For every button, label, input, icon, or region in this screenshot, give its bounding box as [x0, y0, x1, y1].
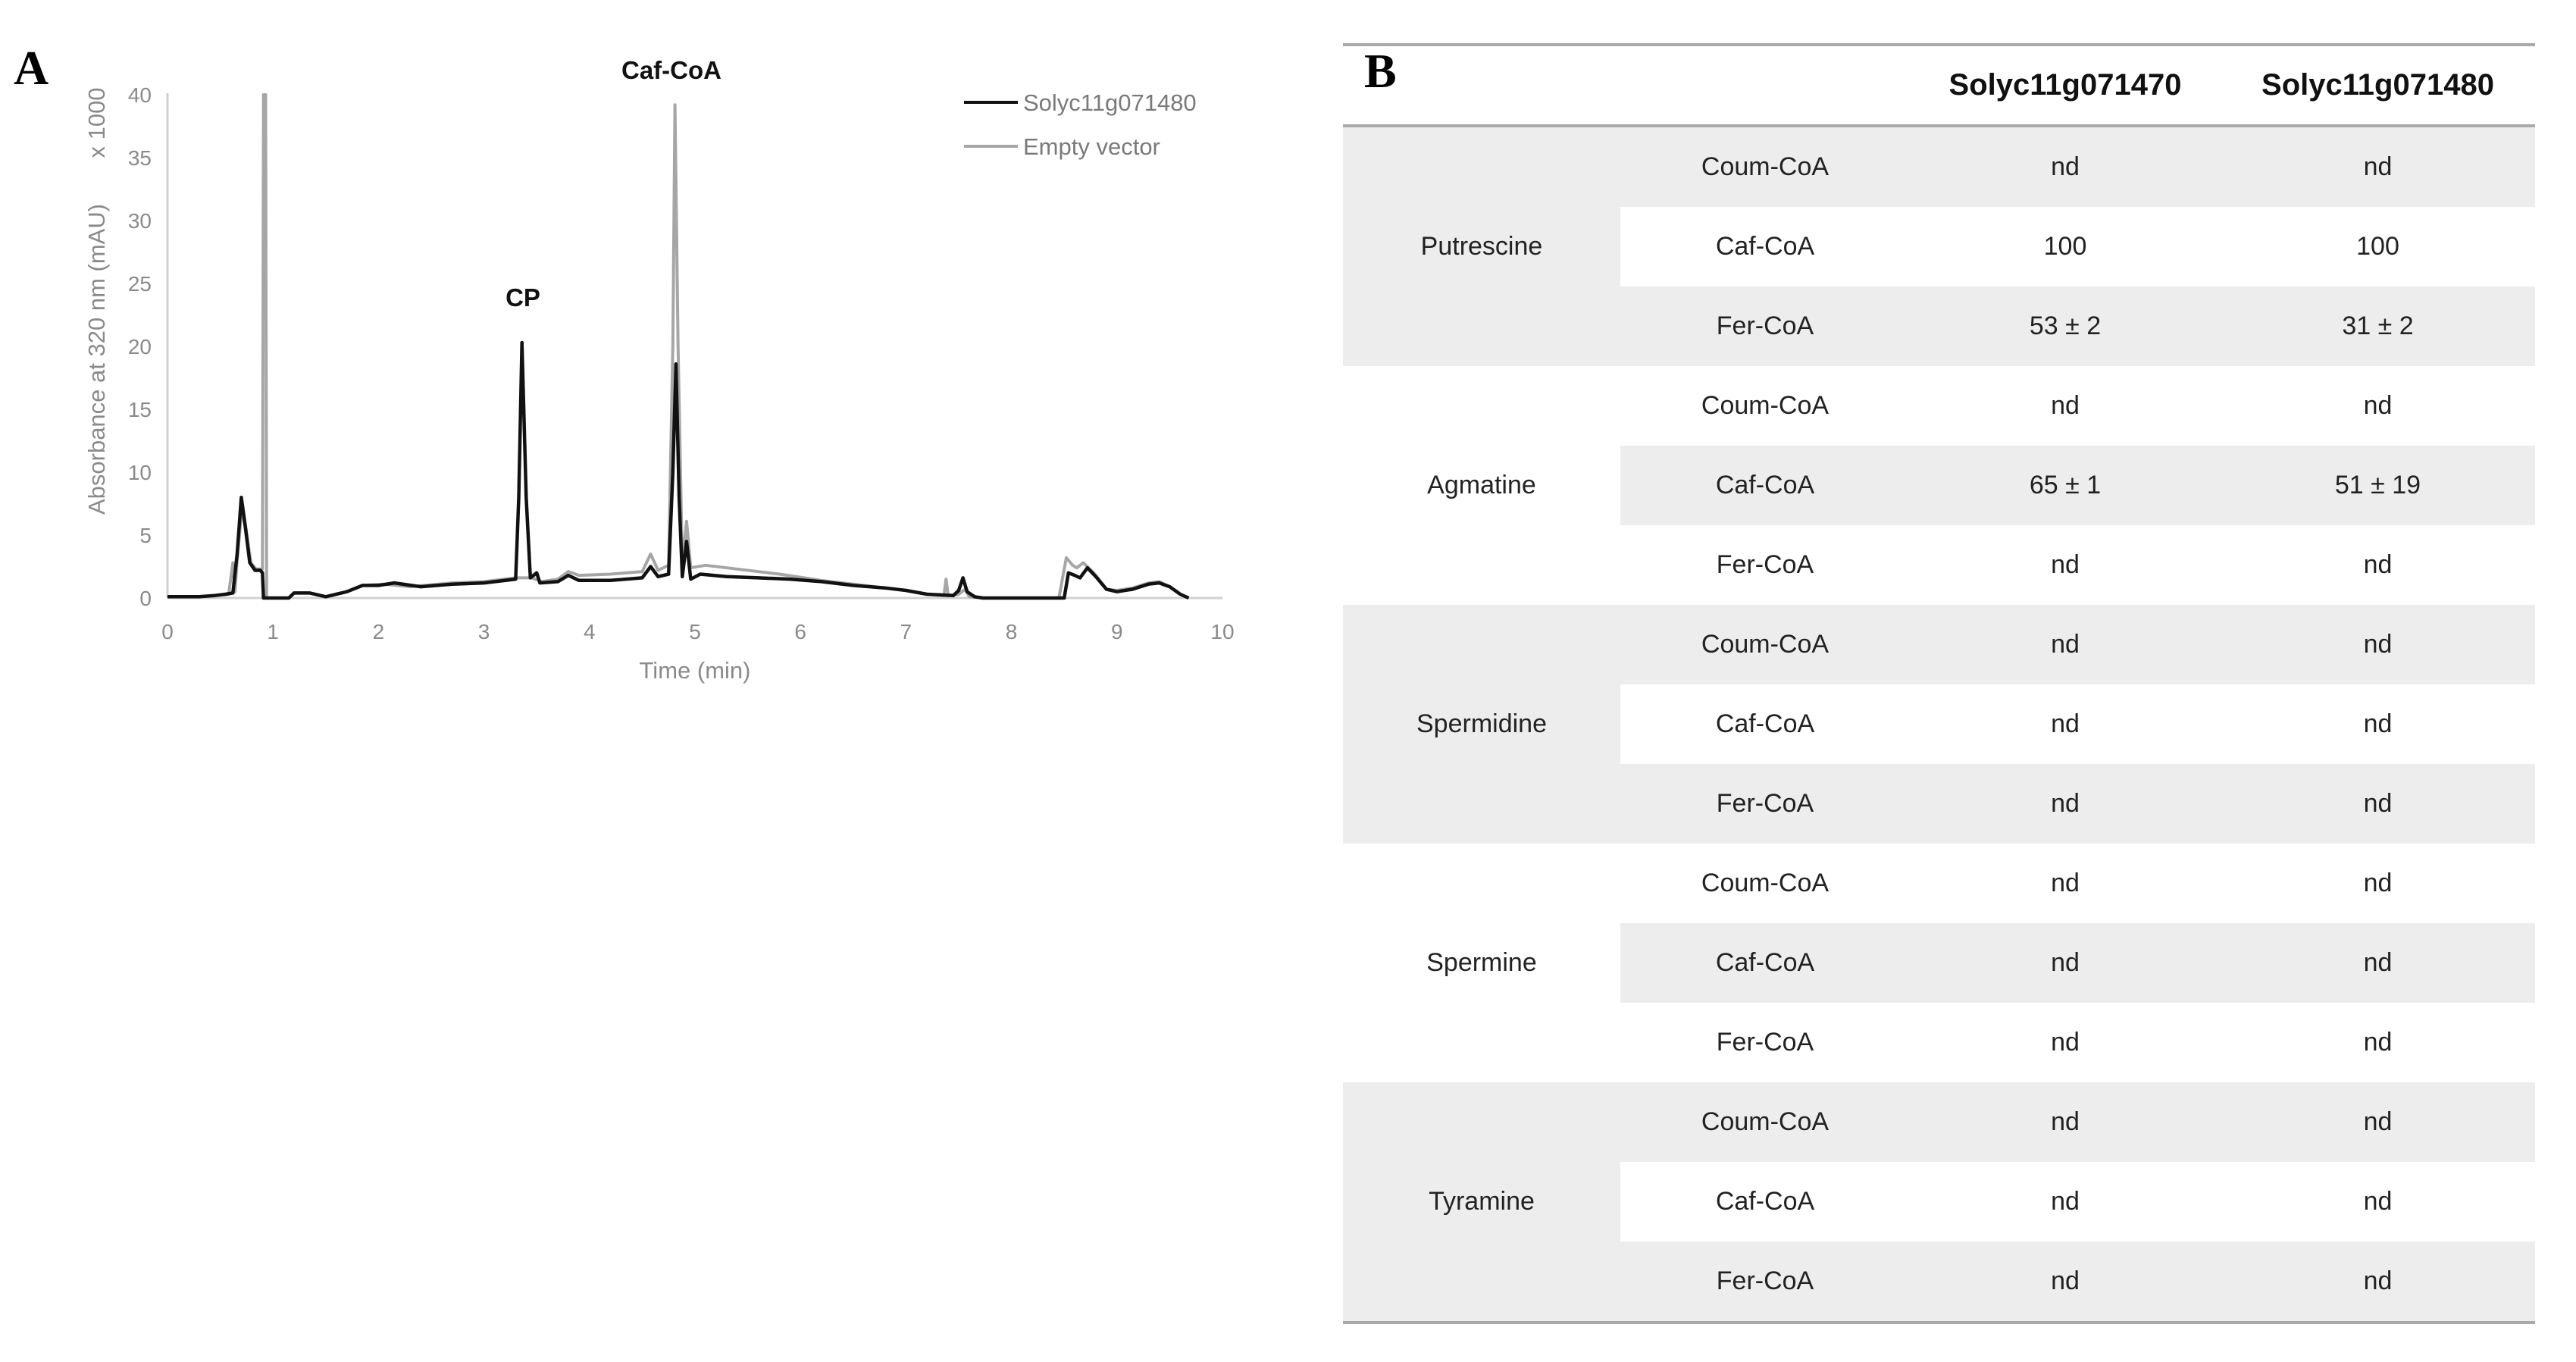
x-tick-label: 4 — [584, 620, 596, 643]
value-solyc11g071480: 100 — [2356, 232, 2399, 261]
amine-label: Spermine — [1426, 948, 1537, 977]
header-substrate — [1620, 46, 1910, 124]
value-solyc11g071470: nd — [2051, 869, 2080, 897]
table-row — [1620, 764, 2535, 844]
amine-label: Spermidine — [1416, 709, 1547, 738]
y-tick-label: 40 — [127, 83, 152, 107]
amine-label: Agmatine — [1427, 471, 1536, 499]
table-row — [1620, 525, 2535, 605]
table-group-agmatine — [1343, 366, 2535, 605]
y-tick-label: 10 — [127, 461, 152, 484]
x-tick-label: 10 — [1210, 620, 1235, 643]
table-row — [1620, 207, 2535, 286]
legend-label-empty-vector: Empty vector — [1023, 133, 1160, 160]
table-group-spermidine — [1343, 605, 2535, 844]
table-row — [1620, 684, 2535, 764]
table-row — [1620, 1241, 2535, 1321]
annotation-cp: CP — [505, 283, 540, 312]
value-solyc11g071470: 53 ± 2 — [2029, 312, 2102, 340]
substrate-cell: Coum-CoA — [1701, 630, 1829, 659]
value-solyc11g071470: nd — [2051, 391, 2080, 420]
value-solyc11g071480: nd — [2363, 630, 2393, 659]
y-tick-label: 25 — [127, 272, 152, 296]
y-axis — [83, 83, 167, 610]
table-row — [1620, 446, 2535, 525]
value-solyc11g071470: nd — [2051, 152, 2080, 181]
value-solyc11g071480: nd — [2363, 1028, 2393, 1057]
value-solyc11g071480: 51 ± 19 — [2334, 471, 2421, 499]
table-row — [1620, 1003, 2535, 1082]
value-solyc11g071480: nd — [2363, 1267, 2393, 1295]
substrate-cell: Coum-CoA — [1701, 152, 1829, 181]
table-group-putrescine — [1343, 127, 2535, 366]
table-row — [1620, 1162, 2535, 1241]
substrate-cell: Caf-CoA — [1715, 709, 1815, 738]
table-group-tyramine — [1343, 1082, 2535, 1321]
value-solyc11g071470: nd — [2051, 948, 2080, 977]
legend-label-solyc11g071480: Solyc11g071480 — [1023, 89, 1197, 116]
x-tick-label: 1 — [267, 620, 279, 643]
x-tick-label: 6 — [794, 620, 806, 643]
table-row — [1620, 1082, 2535, 1162]
series-line-empty-vector — [167, 95, 1189, 598]
value-solyc11g071470: nd — [2051, 1267, 2080, 1295]
substrate-cell: Caf-CoA — [1715, 232, 1815, 261]
x-tick-label: 7 — [900, 620, 912, 643]
value-solyc11g071470: nd — [2051, 709, 2080, 738]
table-group-spermine — [1343, 844, 2535, 1082]
value-solyc11g071480: nd — [2363, 789, 2393, 818]
y-axis-multiplier: x 1000 — [83, 87, 110, 158]
value-solyc11g071470: 65 ± 1 — [2029, 471, 2102, 499]
x-tick-label: 0 — [161, 620, 174, 643]
x-tick-label: 3 — [477, 620, 490, 643]
table-row — [1620, 844, 2535, 923]
x-axis — [161, 598, 1234, 684]
value-solyc11g071480: nd — [2363, 550, 2393, 579]
table-row — [1620, 127, 2535, 207]
x-tick-label: 2 — [372, 620, 385, 643]
value-solyc11g071480: nd — [2363, 869, 2393, 897]
value-solyc11g071480: nd — [2363, 1187, 2393, 1216]
annotation-caf-coa: Caf-CoA — [621, 56, 721, 84]
plot-series — [167, 95, 1189, 598]
substrate-cell: Coum-CoA — [1701, 1107, 1829, 1136]
value-solyc11g071470: 100 — [2043, 232, 2087, 261]
x-tick-label: 8 — [1005, 620, 1018, 643]
y-tick-label: 20 — [127, 335, 152, 359]
header-solyc11g071480: Solyc11g071480 — [2261, 68, 2494, 102]
value-solyc11g071480: nd — [2363, 1107, 2393, 1136]
amine-label: Putrescine — [1420, 232, 1543, 261]
value-solyc11g071470: nd — [2051, 630, 2080, 659]
substrate-cell: Fer-CoA — [1716, 789, 1814, 818]
x-tick-label: 5 — [689, 620, 701, 643]
substrate-cell: Fer-CoA — [1716, 1267, 1814, 1295]
table-bottom-rule — [1343, 1321, 2535, 1324]
value-solyc11g071480: nd — [2363, 709, 2393, 738]
value-solyc11g071480: 31 ± 2 — [2342, 312, 2414, 340]
y-tick-label: 0 — [139, 587, 152, 610]
value-solyc11g071470: nd — [2051, 550, 2080, 579]
table-header — [1343, 43, 2535, 127]
value-solyc11g071470: nd — [2051, 1107, 2080, 1136]
y-tick-label: 35 — [127, 146, 152, 170]
table-row — [1620, 366, 2535, 446]
substrate-cell: Coum-CoA — [1701, 869, 1829, 897]
substrate-cell: Caf-CoA — [1715, 471, 1815, 499]
value-solyc11g071470: nd — [2051, 1028, 2080, 1057]
y-tick-label: 5 — [139, 524, 152, 547]
table-row — [1620, 605, 2535, 684]
y-axis-title: Absorbance at 320 nm (mAU) — [83, 203, 110, 515]
substrate-cell: Coum-CoA — [1701, 391, 1829, 420]
substrate-cell: Fer-CoA — [1716, 550, 1814, 579]
legend — [964, 89, 1197, 160]
table-row — [1620, 923, 2535, 1003]
activity-table — [1343, 43, 2535, 1324]
value-solyc11g071470: nd — [2051, 1187, 2080, 1216]
panel-a-label: A — [14, 41, 49, 95]
value-solyc11g071480: nd — [2363, 948, 2393, 977]
chromatogram-chart — [0, 0, 1304, 728]
substrate-cell: Fer-CoA — [1716, 312, 1814, 340]
header-solyc11g071470: Solyc11g071470 — [1948, 68, 2182, 102]
value-solyc11g071470: nd — [2051, 789, 2080, 818]
panel-b-label: B — [1364, 44, 1397, 98]
substrate-cell: Caf-CoA — [1715, 948, 1815, 977]
peak-annotations — [505, 56, 721, 312]
value-solyc11g071480: nd — [2363, 152, 2393, 181]
y-tick-label: 30 — [127, 209, 152, 233]
table-row — [1620, 286, 2535, 366]
table-body — [1343, 127, 2535, 1321]
x-axis-title: Time (min) — [639, 657, 751, 684]
x-tick-label: 9 — [1111, 620, 1123, 643]
substrate-cell: Caf-CoA — [1715, 1187, 1815, 1216]
amine-label: Tyramine — [1429, 1187, 1535, 1216]
substrate-cell: Fer-CoA — [1716, 1028, 1814, 1057]
value-solyc11g071480: nd — [2363, 391, 2393, 420]
y-tick-label: 15 — [127, 398, 152, 421]
